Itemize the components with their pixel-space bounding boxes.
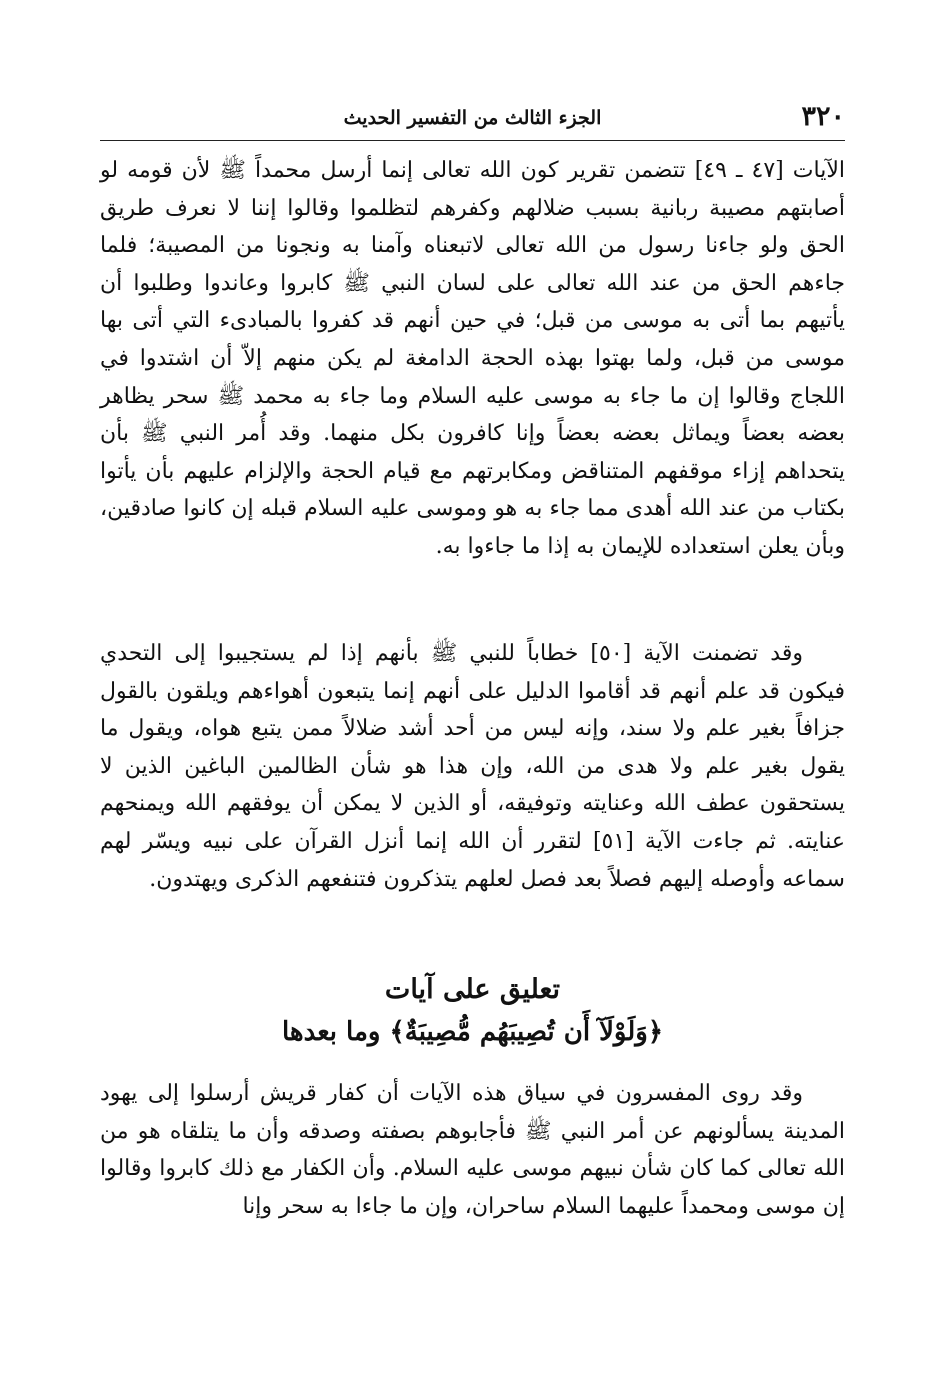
section-title: تعليق على آيات (384, 974, 561, 1005)
paragraph-verses-47-49: الآيات [٤٧ ـ ٤٩] تتضمن تقرير كون الله تعالى إنما أرسل محمداً ﷺ لأن قومه لو أصابتهم مصيبة ربانية بسبب ضلالهم وكفرهم لتظلموا وقالوا إننا لا نعرف طريق الحق ولو جاءنا رسول من الله تعالى لاتبعناه وآمنا به ونجونا من المصيبة؛ فلما جاءهم الحق من عند الله تعالى على لسان النبي ﷺ كابروا وعاندوا وطلبوا أن يأتيهم بما أتى به موسى من قبل؛ في حين أنهم قد كفروا بالمبادىء التي أتى بها موسى من قبل، ولما بهتوا بهذه الحجة الدامغة لم يكن منهم إلاّ أن اشتدوا في اللجاج وقالوا إن ما جاء به موسى عليه السلام وما جاء به محمد ﷺ سحر يظاهر بعضه بعضاً ويماثل بعضه بعضاً وإنا كافرون بكل منهما. وقد أُمر النبي ﷺ بأن يتحداهم إزاء موقفهم المتناقض ومكابرتهم مع قيام الحجة والإلزام عليهم بأن يأتوا بكتاب من عند الله أهدى مما جاء به هو وموسى عليه السلام قبله إن كانوا صادقين، وبأن يعلن استعداده للإيمان به إذا ما جاءوا به. (100, 158, 845, 559)
verse-close-bracket: ﴾ (389, 1017, 405, 1047)
header-divider (100, 140, 845, 141)
page-header (100, 100, 845, 138)
running-title: الجزء الثالث من التفسير الحديث (343, 107, 602, 129)
page-number: ٣٢٠ (801, 101, 845, 132)
section-heading (100, 970, 845, 1052)
section-suffix: وما بعدها (281, 1017, 381, 1047)
section-verse-line (100, 1012, 845, 1052)
paragraph-commentary: وقد روى المفسرون في سياق هذه الآيات أن كفار قريش أرسلوا إلى يهود المدينة يسألونهم عن أمر النبي ﷺ فأجابوهم بصفته وصدقه وأن ما يتلقاه هو من الله تعالى كما كان شأن نبيهم موسى عليه السلام. وأن الكفار مع ذلك كابروا وقالوا إن موسى ومحمداً عليهما السلام ساحران، وإن ما جاءا به سحر وإنا (100, 1081, 845, 1219)
verse-open-bracket: ﴿ (647, 1017, 664, 1047)
quran-verse-quote: وَلَوْلَآ أَن تُصِيبَهُم مُّصِيبَةٌ (404, 1017, 648, 1047)
paragraph-verses-50-51: وقد تضمنت الآية [٥٠] خطاباً للنبي ﷺ بأنهم إذا لم يستجيبوا إلى التحدي فيكون قد علم أنهم قد أقاموا الدليل على أنهم إنما يتبعون أهواءهم ويلقون بالقول جزافاً بغير علم ولا سند، وإنه ليس من أحد أشد ضلالاً ممن يتبع هواه، ويقول ما يقول بغير علم ولا هدى من الله، وإن هذا هو شأن الظالمين الباغين الذين لا يستحقون عطف الله وعنايته وتوفيقه، أو الذين لا يمكن أن يوفقهم الله ويمنحهم عنايته. ثم جاءت الآية [٥١] لتقرر أن الله إنما أنزل القرآن على نبيه ويسّر لهم سماعه وأوصله إليهم فصلاً بعد فصل لعلهم يتذكرون فتنفعهم الذكرى ويهتدون. (100, 641, 845, 892)
